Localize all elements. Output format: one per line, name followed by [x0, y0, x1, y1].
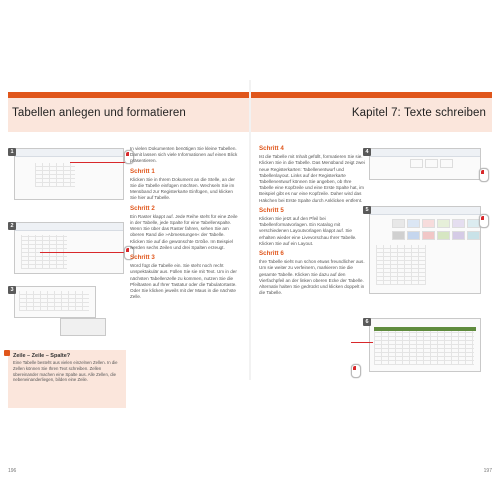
- intro-paragraph: In vielen Dokumenten benötigen Sie kleine Tabellen. Damit lassen sich viele Informationen auf einen Blick präsentieren.: [130, 146, 238, 164]
- mouse-icon: [479, 214, 489, 228]
- swatch: [467, 231, 480, 240]
- step-6-text: Ihre Tabelle sieht nun schon etwas freundlicher aus. Um sie weiter zu verfeinern, markieren Sie die gesamte Tabelle. Klicken Sie dazu auf den Vierfachpfeil an der linken oberen Ecke der Tabelle. Alternativ halten Sie gedrückt und klicken doppelt in die Tabelle.: [259, 259, 365, 296]
- screenshot-1: [14, 148, 124, 200]
- step-badge-4: 4: [363, 148, 371, 156]
- page-number-right: 197: [483, 468, 492, 474]
- step-5-text: Klicken Sie jetzt auf den Pfeil bei Tabellenformatvorlagen. Ein Katalog mit verschiedenen Layoutvorlagen klappt auf. Sie erhalten wieder eine Livevorschau Ihrer Tabelle. Klicken Sie auf ein Layout.: [259, 216, 357, 246]
- callout-line-6: [351, 342, 373, 343]
- swatch: [407, 231, 420, 240]
- swatch: [425, 159, 438, 168]
- design-options: [410, 159, 453, 168]
- swatch: [422, 219, 435, 228]
- screenshot-5: [369, 206, 481, 294]
- left-page-title: Tabellen anlegen und formatieren: [12, 107, 186, 119]
- step-1-heading: Schritt 1: [130, 167, 155, 175]
- info-box-text: Eine Tabelle besteht aus vielen einzelnen Zellen. In die Zellen können Sie Ihren Text schreiben. Zellen übereinander machen eine Spalte aus. Alle Zellen, die nebeneinanderliegen, bilden eine Zeile.: [13, 360, 118, 383]
- step-3-text: Word fügt die Tabelle ein. Sie steht noch recht unspektakulär aus. Füllen Sie sie mit Text. Um in der nächsten Tabellenzelle zu kommen, nutzen Sie die Pfeiltasten auf Ihrer Tastatur oder die Tabulatortaste. Oder Sie klicken jeweils mit der Maus in die nächste Zelle.: [130, 263, 237, 300]
- right-header-band: [251, 98, 492, 132]
- step-4-text: Ist die Tabelle mit Inhalt gefüllt, formatieren Sie sie. Klicken Sie in die Tabelle. Das Menüband zeigt zwei neue Registerkarten: Tabellenentwurf und Tabellenlayout. Links auf der Registerkarte Tabellenentwurf können Sie angeben, ob Ihre Tabelle eine Kopfzeile und eine Erste Spalte hat, im Beispiel gibt es nur eine Kopfzeile. Daher wird das Häkchen bei Erste Spalte durch Anklicken entfernt.: [259, 154, 365, 203]
- swatch: [437, 231, 450, 240]
- swatch: [437, 219, 450, 228]
- ribbon: [15, 149, 123, 157]
- step-6-heading: Schritt 6: [259, 250, 284, 258]
- ribbon: [15, 223, 123, 231]
- page-number-left: 196: [8, 468, 17, 474]
- swatch: [410, 159, 423, 168]
- step-5-heading: Schritt 5: [259, 206, 284, 214]
- step-badge-6: 6: [363, 318, 371, 326]
- step-4-heading: Schritt 4: [259, 145, 284, 152]
- right-page-title: Kapitel 7: Texte schreiben: [351, 107, 486, 119]
- ribbon: [370, 149, 480, 157]
- style-gallery-row-2: [392, 231, 480, 240]
- screenshot-4: [369, 148, 481, 180]
- style-gallery-row-1: [392, 219, 480, 228]
- styled-table: [374, 331, 474, 365]
- swatch: [452, 231, 465, 240]
- left-text-column: [130, 146, 238, 300]
- swatch: [440, 159, 453, 168]
- callout-line-2: [40, 252, 125, 253]
- step-3-heading: Schritt 3: [130, 254, 155, 262]
- step-badge-1: 1: [8, 148, 16, 156]
- table-grid-preview: [35, 163, 75, 187]
- info-box-title: Zeile – Zeile – Spalte?: [13, 353, 71, 359]
- right-text-column: [259, 142, 365, 296]
- swatch: [392, 231, 405, 240]
- table-preview: [376, 245, 426, 285]
- screenshot-3: [14, 286, 96, 318]
- step-2-text: Ein Raster klappt auf. Jede Reihe steht für eine Zeile in der Tabelle, jede Spalte für eine Tabellenspalte. Wenn Sie über das Raster fahren, sehen Sie am oberen Rand die »Abmessungen« der Tabelle. Klicken Sie auf die gewünschte Größe. Im Beispiel werden sechs Zeilen und drei Spalten erzeugt.: [130, 213, 238, 250]
- swatch: [422, 231, 435, 240]
- screenshot-6: [369, 318, 481, 372]
- right-page: [251, 0, 500, 500]
- left-page: [0, 0, 249, 500]
- keyboard-icon: [60, 318, 106, 336]
- mouse-icon: [351, 364, 361, 378]
- swatch: [392, 219, 405, 228]
- left-header-band: [8, 98, 249, 132]
- step-badge-5: 5: [363, 206, 371, 214]
- step-1-text: Klicken Sie in Ihrem Dokument an die Stelle, an der Sie die Tabelle einfügen möchten. Wechseln Sie im Menüband zur Registerkarte Einfügen, und klicken Sie hier auf Tabelle.: [130, 176, 235, 201]
- mouse-icon: [479, 168, 489, 182]
- ribbon: [370, 207, 480, 215]
- swatch: [407, 219, 420, 228]
- step-badge-2: 2: [8, 222, 16, 230]
- filled-table-preview: [19, 291, 89, 311]
- step-2-heading: Schritt 2: [130, 204, 155, 212]
- callout-line-1: [70, 162, 125, 163]
- step-badge-3: 3: [8, 286, 16, 294]
- swatch: [452, 219, 465, 228]
- info-icon: [4, 350, 10, 356]
- screenshot-2: [14, 222, 124, 274]
